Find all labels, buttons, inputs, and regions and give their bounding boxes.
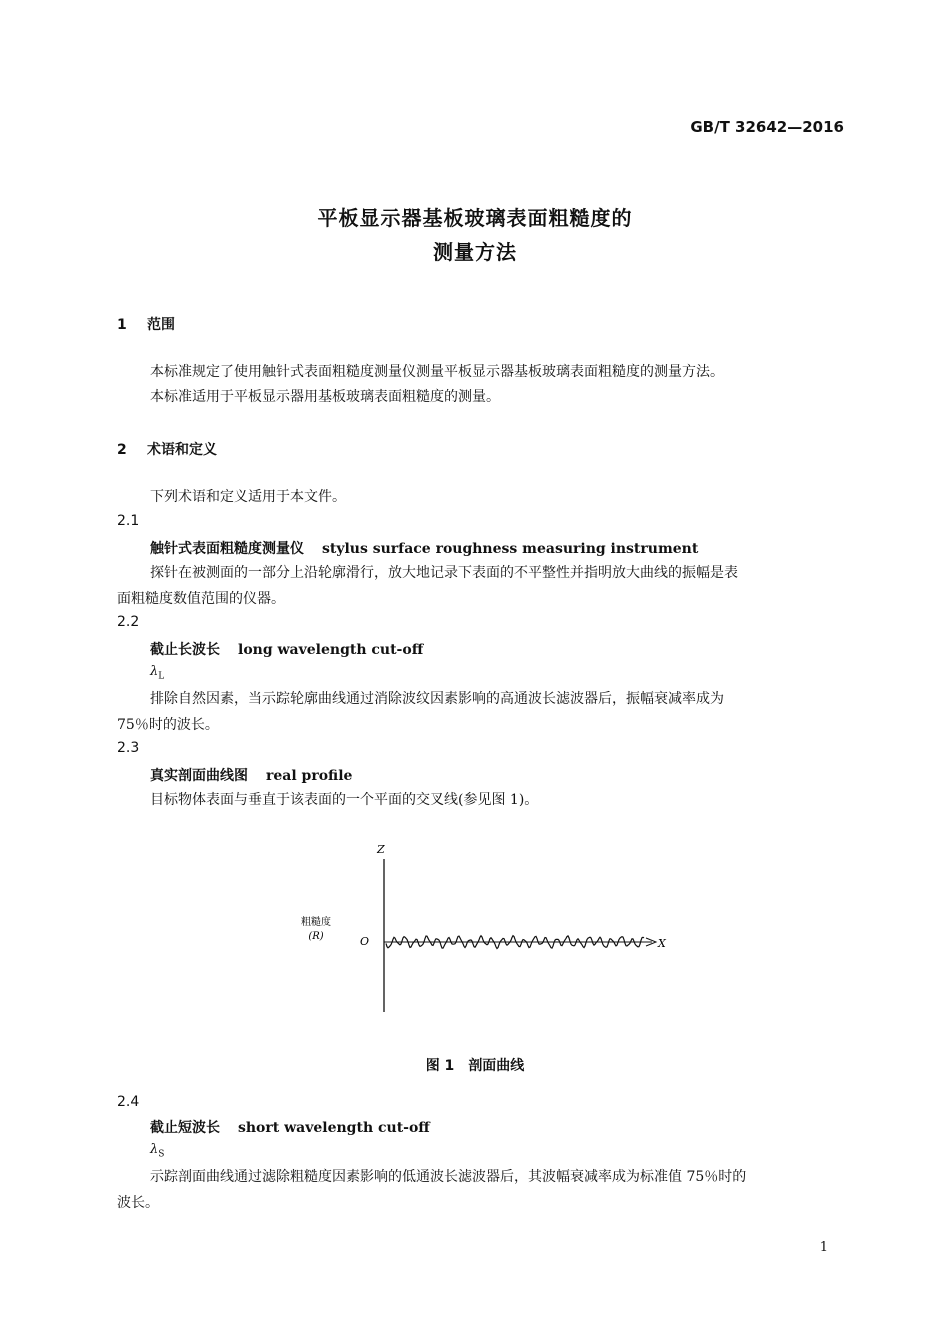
figure-caption-text: 剖面曲线: [468, 1058, 525, 1074]
section-1-heading: [117, 314, 175, 334]
term-definition-cont: 75％时的波长。: [117, 717, 219, 733]
document-title-line2: 测量方法: [433, 240, 517, 264]
section-1-paragraph-2: 本标准适用于平板显示器用基板玻璃表面粗糙度的测量。: [150, 389, 500, 405]
term-definition: 示踪剖面曲线通过滤除粗糙度因素影响的低通波长滤波器后，其波幅衰减率成为标准值 75％时的: [150, 1169, 747, 1185]
term-symbol: $\lambda_L$: [150, 664, 165, 682]
term-cn: 截止长波长: [150, 642, 220, 658]
y-axis-symbol: (R): [308, 931, 324, 942]
term-number: 2.2: [117, 614, 140, 630]
term-number: 2.3: [117, 740, 140, 756]
term-number: 2.1: [117, 513, 140, 529]
term-en: stylus surface roughness measuring instrument: [322, 541, 699, 557]
figure-label: 图 1: [425, 1058, 455, 1074]
term-definition: 探针在被测面的一部分上沿轮廓滑行，放大地记录下表面的不平整性并指明放大曲线的振幅是表: [150, 565, 738, 581]
z-axis-label: Z: [377, 843, 385, 856]
term-definition: 排除自然因素，当示踪轮廓曲线通过消除波纹因素影响的高通波长滤波器后，振幅衰减率成为: [150, 691, 724, 707]
term-cn: 触针式表面粗糙度测量仪: [150, 541, 304, 557]
figure-caption: [0, 1055, 950, 1075]
section-number: 2: [117, 442, 127, 458]
document-title-line1: 平板显示器基板玻璃表面粗糙度的: [317, 206, 633, 230]
page-number: 1: [819, 1240, 828, 1255]
term-en: long wavelength cut-off: [238, 642, 424, 658]
profile-figure: [280, 835, 700, 1025]
term-en: short wavelength cut-off: [238, 1120, 430, 1136]
standard-number: GB/T 32642—2016: [690, 118, 844, 136]
term-definition-cont: 波长。: [117, 1195, 159, 1211]
term-definition-cont: 面粗糙度数值范围的仪器。: [117, 591, 285, 607]
term-heading: [150, 538, 698, 558]
term-heading: [150, 639, 423, 659]
term-en: real profile: [266, 768, 353, 784]
term-cn: 截止短波长: [150, 1120, 220, 1136]
term-number: 2.4: [117, 1094, 140, 1110]
term-heading: [150, 765, 352, 785]
section-title: 术语和定义: [147, 442, 217, 458]
section-title: 范围: [147, 317, 175, 333]
x-axis-label: X: [658, 937, 666, 950]
section-2-heading: [117, 439, 217, 459]
term-definition: 目标物体表面与垂直于该表面的一个平面的交叉线(参见图 1)。: [150, 792, 539, 808]
term-heading: [150, 1117, 430, 1137]
section-1-paragraph-1: 本标准规定了使用触针式表面粗糙度测量仪测量平板显示器基板玻璃表面粗糙度的测量方法。: [150, 364, 724, 380]
section-number: 1: [117, 317, 127, 333]
term-symbol: $\lambda_S$: [150, 1142, 165, 1160]
section-2-intro: 下列术语和定义适用于本文件。: [150, 489, 346, 505]
origin-label: O: [360, 935, 370, 948]
y-axis-label: 粗糙度: [301, 917, 331, 928]
term-cn: 真实剖面曲线图: [150, 768, 248, 784]
